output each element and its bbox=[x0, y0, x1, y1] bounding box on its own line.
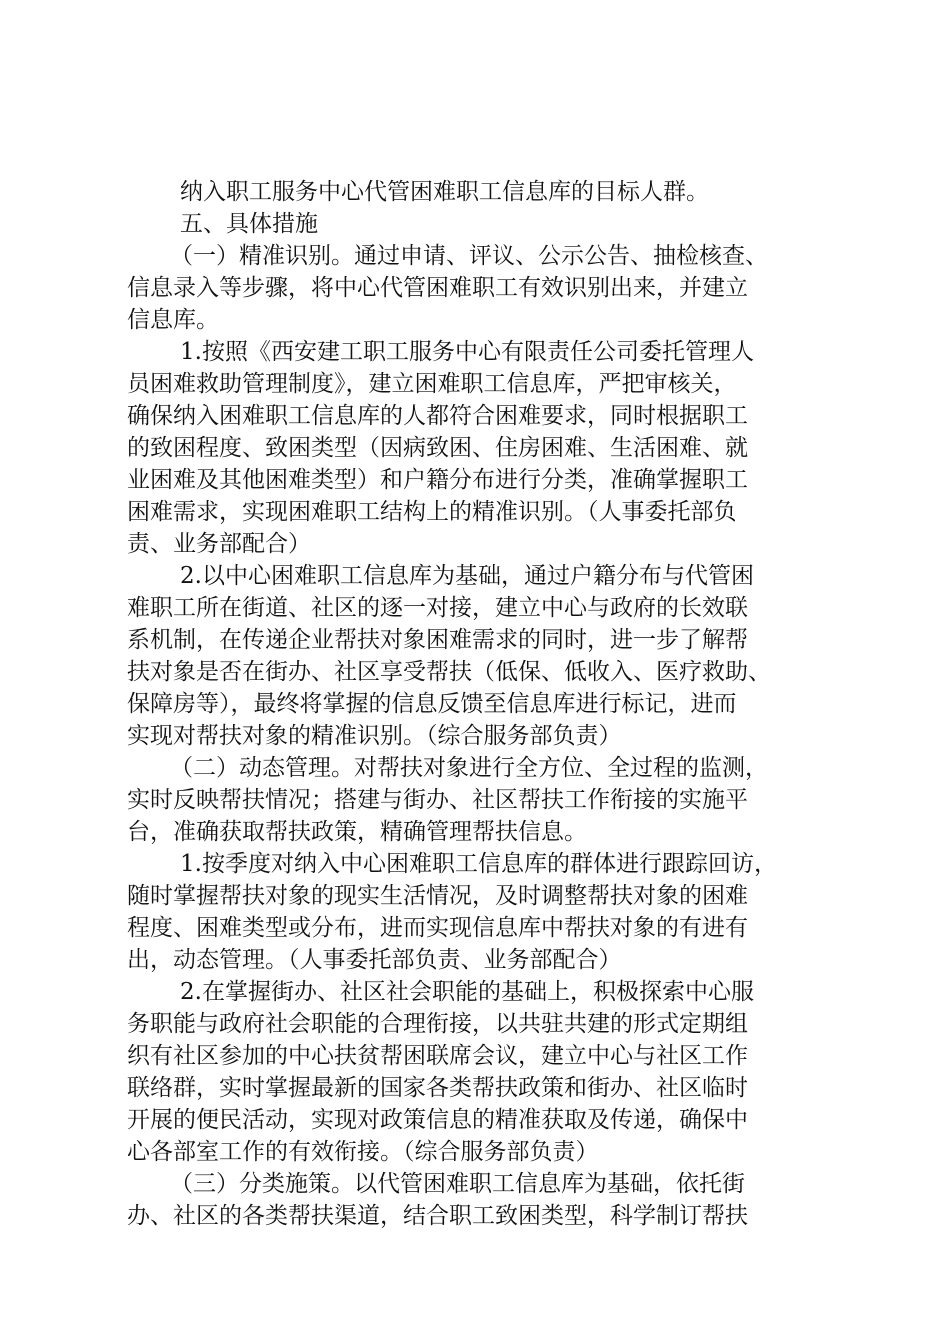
text-line-content: 的致困程度、致困类型（因病致困、住房困难、生活困难、就 bbox=[127, 435, 748, 461]
text-line bbox=[0, 528, 950, 560]
text-line bbox=[0, 1072, 950, 1104]
text-line-content: 系机制，在传递企业帮扶对象困难需求的同时，进一步了解帮 bbox=[127, 627, 748, 653]
text-line-content: 出，动态管理。（人事委托部负责、业务部配合） bbox=[127, 947, 622, 973]
subsection-heading bbox=[0, 240, 950, 272]
text-line-content: 确保纳入困难职工信息库的人都符合困难要求，同时根据职工 bbox=[127, 403, 748, 429]
text-line bbox=[0, 272, 950, 304]
text-line-content: 织有社区参加的中心扶贫帮困联席会议，建立中心与社区工作 bbox=[127, 1043, 748, 1069]
text-line bbox=[0, 368, 950, 400]
text-line-content: 扶对象是否在街办、社区享受帮扶（低保、低收入、医疗救助、 bbox=[127, 659, 771, 685]
text-line bbox=[0, 432, 950, 464]
text-line-content: 纳入职工服务中心代管困难职工信息库的目标人群。 bbox=[180, 179, 709, 205]
text-line bbox=[0, 624, 950, 656]
text-line-content: 开展的便民活动，实现对政策信息的精准获取及传递，确保中 bbox=[127, 1107, 748, 1133]
text-line-content: 信息库。 bbox=[127, 307, 219, 333]
text-line-content: 2.以中心困难职工信息库为基础，通过户籍分布与代管困 bbox=[180, 563, 754, 589]
text-line bbox=[0, 304, 950, 336]
subsection-heading bbox=[0, 752, 950, 784]
text-line-content: 保障房等），最终将掌握的信息反馈至信息库进行标记，进而 bbox=[127, 691, 737, 717]
text-line-content: 难职工所在街道、社区的逐一对接，建立中心与政府的长效联 bbox=[127, 595, 748, 621]
text-line-content: 心各部室工作的有效衔接。（综合服务部负责） bbox=[127, 1139, 599, 1165]
text-line bbox=[0, 176, 950, 208]
text-line bbox=[0, 1104, 950, 1136]
section-heading bbox=[0, 208, 950, 240]
text-line bbox=[0, 816, 950, 848]
text-line bbox=[0, 688, 950, 720]
text-line-content: 业困难及其他困难类型）和户籍分布进行分类，准确掌握职工 bbox=[127, 467, 748, 493]
text-line bbox=[0, 464, 950, 496]
text-line-content: 困难需求，实现困难职工结构上的精准识别。（人事委托部负 bbox=[127, 499, 737, 525]
text-line bbox=[0, 912, 950, 944]
text-line bbox=[0, 656, 950, 688]
text-line bbox=[0, 496, 950, 528]
text-line-content: 程度、困难类型或分布，进而实现信息库中帮扶对象的有进有 bbox=[127, 915, 748, 941]
text-line-content: （三）分类施策。以代管困难职工信息库为基础，依托街 bbox=[170, 1171, 745, 1197]
text-line bbox=[0, 1200, 950, 1232]
text-line-content: 信息录入等步骤，将中心代管困难职工有效识别出来，并建立 bbox=[127, 275, 748, 301]
text-line bbox=[0, 336, 950, 368]
text-line-content: 办、社区的各类帮扶渠道，结合职工致困类型，科学制订帮扶 bbox=[127, 1203, 748, 1229]
text-line-content: 五、具体措施 bbox=[180, 211, 318, 237]
text-line-content: （二）动态管理。对帮扶对象进行全方位、全过程的监测， bbox=[170, 755, 768, 781]
text-line bbox=[0, 400, 950, 432]
text-line bbox=[0, 720, 950, 752]
text-line-content: （一）精准识别。通过申请、评议、公示公告、抽检核查、 bbox=[170, 243, 768, 269]
text-line-content: 联络群，实时掌握最新的国家各类帮扶政策和街办、社区临时 bbox=[127, 1075, 748, 1101]
text-line-content: 1.按照《西安建工职工服务中心有限责任公司委托管理人 bbox=[180, 339, 754, 365]
text-line-content: 台，准确获取帮扶政策，精确管理帮扶信息。 bbox=[127, 819, 587, 845]
text-line bbox=[0, 560, 950, 592]
text-line bbox=[0, 848, 950, 880]
text-line-content: 实时反映帮扶情况；搭建与街办、社区帮扶工作衔接的实施平 bbox=[127, 787, 748, 813]
text-line bbox=[0, 1040, 950, 1072]
text-line-content: 实现对帮扶对象的精准识别。（综合服务部负责） bbox=[127, 723, 622, 749]
text-line-content: 1.按季度对纳入中心困难职工信息库的群体进行跟踪回访， bbox=[180, 851, 777, 877]
text-line bbox=[0, 1136, 950, 1168]
text-line bbox=[0, 592, 950, 624]
text-line bbox=[0, 976, 950, 1008]
text-line-content: 随时掌握帮扶对象的现实生活情况，及时调整帮扶对象的困难 bbox=[127, 883, 748, 909]
text-line bbox=[0, 784, 950, 816]
subsection-heading bbox=[0, 1168, 950, 1200]
text-line-content: 员困难救助管理制度》，建立困难职工信息库，严把审核关， bbox=[127, 371, 737, 397]
text-line bbox=[0, 1008, 950, 1040]
text-line-content: 2.在掌握街办、社区社会职能的基础上，积极探索中心服 bbox=[180, 979, 754, 1005]
text-line-content: 务职能与政府社会职能的合理衔接，以共驻共建的形式定期组 bbox=[127, 1011, 748, 1037]
text-line bbox=[0, 944, 950, 976]
text-line bbox=[0, 880, 950, 912]
text-line-content: 责、业务部配合） bbox=[127, 531, 311, 557]
